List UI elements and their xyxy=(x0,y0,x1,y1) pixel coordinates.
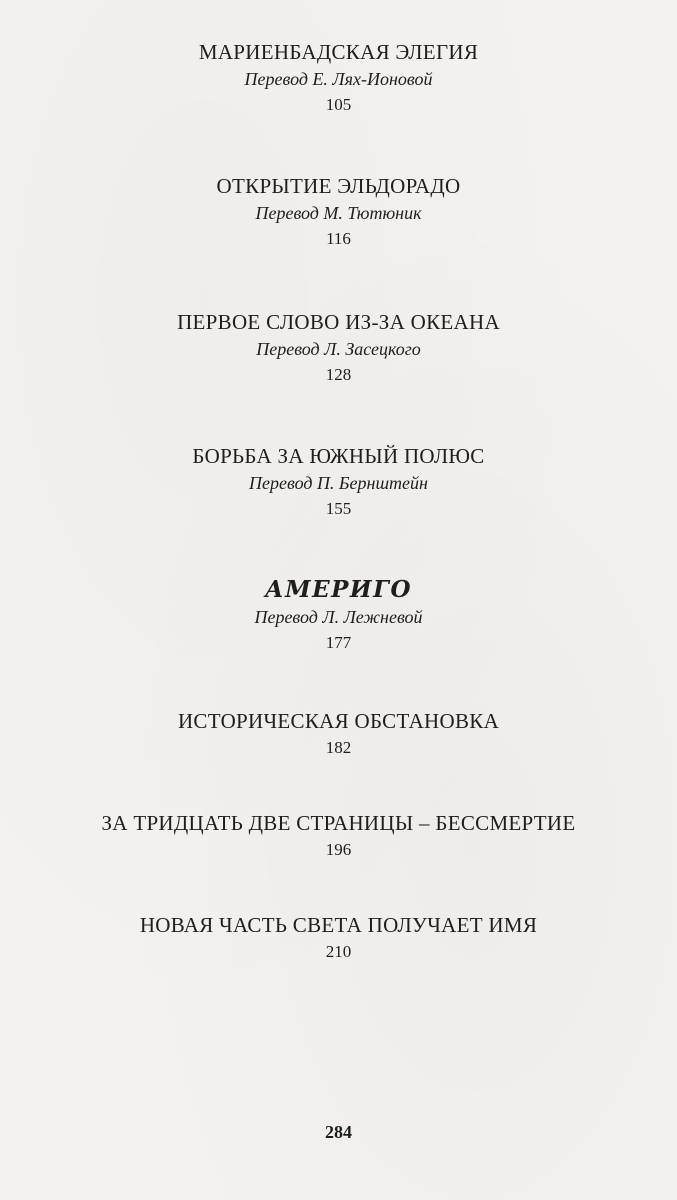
entry-title: ИСТОРИЧЕСКАЯ ОБСТАНОВКА xyxy=(177,709,500,733)
toc-entry-historical xyxy=(0,707,677,763)
entry-page-number: 155 xyxy=(325,499,352,518)
entry-page-number: 177 xyxy=(325,633,352,652)
entry-translator: Перевод М. Тютюник xyxy=(255,203,422,223)
entry-title: НОВАЯ ЧАСТЬ СВЕТА ПОЛУЧАЕТ ИМЯ xyxy=(139,913,538,937)
toc-entry-thirty-two-pages xyxy=(0,809,677,865)
toc-entry-eldorado xyxy=(0,172,677,260)
page-number: 284 xyxy=(325,1122,352,1142)
entry-title: АМЕРИГО xyxy=(264,576,413,603)
table-of-contents xyxy=(0,38,677,967)
entry-title: ЗА ТРИДЦАТЬ ДВЕ СТРАНИЦЫ – БЕССМЕРТИЕ xyxy=(101,811,576,835)
entry-translator: Перевод П. Бернштейн xyxy=(249,473,428,493)
entry-translator: Перевод Л. Засецкого xyxy=(256,339,421,359)
entry-page-number: 128 xyxy=(325,365,352,384)
toc-entry-amerigo xyxy=(0,576,677,664)
toc-entry-marienbad xyxy=(0,38,677,126)
entry-translator: Перевод Л. Лежневой xyxy=(254,607,423,627)
toc-entry-first-word xyxy=(0,308,677,396)
entry-title: ОТКРЫТИЕ ЭЛЬДОРАДО xyxy=(216,174,461,198)
toc-entry-south-pole xyxy=(0,442,677,530)
entry-page-number: 182 xyxy=(325,738,352,757)
entry-page-number: 196 xyxy=(325,840,352,859)
entry-translator: Перевод Е. Лях-Ионовой xyxy=(244,69,433,89)
entry-title: БОРЬБА ЗА ЮЖНЫЙ ПОЛЮС xyxy=(192,444,485,468)
entry-page-number: 105 xyxy=(325,95,352,114)
entry-page-number: 210 xyxy=(325,942,352,961)
entry-title: МАРИЕНБАДСКАЯ ЭЛЕГИЯ xyxy=(198,40,479,64)
entry-title: ПЕРВОЕ СЛОВО ИЗ-ЗА ОКЕАНА xyxy=(177,310,500,334)
toc-entry-new-world-name xyxy=(0,911,677,967)
entry-page-number: 116 xyxy=(326,229,351,248)
